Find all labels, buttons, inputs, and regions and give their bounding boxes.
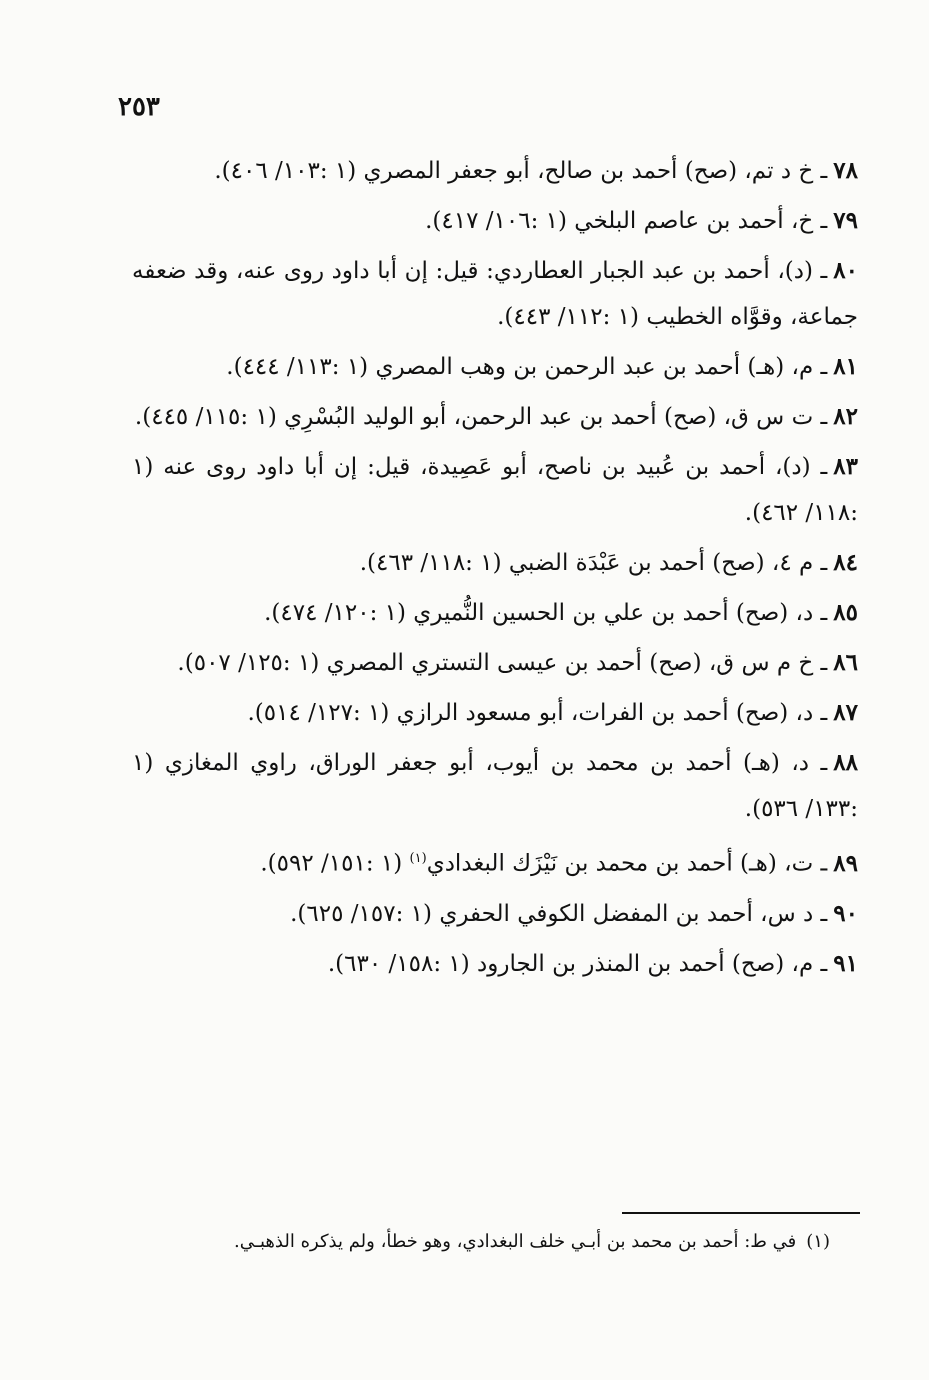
entry-text: ـ د س، أحمد بن المفضل الكوفي الحفري (١ :١٥٧/ ٦٢٥). [290, 900, 828, 927]
list-item [132, 690, 858, 736]
entry-number: ٨١ [833, 353, 858, 380]
list-item [132, 540, 858, 586]
entry-number: ٨٨ [833, 749, 858, 776]
entry-number: ٧٨ [833, 157, 858, 184]
entry-number: ٧٩ [833, 207, 858, 234]
entry-number: ٨٧ [833, 699, 858, 726]
entry-text: ـ خ، أحمد بن عاصم البلخي (١ :١٠٦/ ٤١٧). [425, 208, 828, 234]
entry-text-continued: (١ :١٥١/ ٥٩٢). [260, 850, 410, 877]
list-item [132, 590, 858, 636]
entry-text: ـ (د)، أحمد بن عُبيد بن ناصح، أبو عَصِيدة، قيل: إن أبا داود روى عنه (١ :١١٨/ ٤٦٢). [132, 454, 858, 526]
list-item [132, 836, 858, 887]
list-item [132, 198, 858, 244]
entry-text: ـ خ م س ق، (صح) أحمد بن عيسى التستري المصري (١ :١٢٥/ ٥٠٧). [177, 650, 828, 676]
entry-number: ٨٢ [833, 403, 858, 430]
entry-text: ـ خ د تم، (صح) أحمد بن صالح، أبو جعفر المصري (١ :١٠٣/ ٤٠٦). [214, 158, 828, 184]
entry-text: ـ م، (هـ) أحمد بن عبد الرحمن بن وهب المصري (١ :١١٣/ ٤٤٤). [226, 354, 828, 380]
entry-text: ـ د، (صح) أحمد بن علي بن الحسين النُّميري (١ :١٢٠/ ٤٧٤). [264, 600, 828, 626]
entry-text: ـ ت، (هـ) أحمد بن محمد بن نَيْزَك البغدادي [426, 850, 828, 877]
entry-number: ٩٠ [833, 899, 858, 927]
list-item [132, 394, 858, 440]
entry-number: ٨٠ [833, 257, 858, 284]
entry-list [132, 148, 858, 991]
footnote-marker: (١) [806, 1231, 830, 1252]
entry-text: ـ م ٤، (صح) أحمد بن عَبْدَة الضبي (١ :١١٨/ ٤٦٣). [359, 550, 828, 576]
entry-text: ـ د، (هـ) أحمد بن محمد بن أيوب، أبو جعفر الوراق، راوي المغازي (١ :١٣٣/ ٥٣٦). [132, 750, 858, 822]
list-item [132, 248, 858, 340]
list-item [132, 344, 858, 390]
footnote-reference[interactable]: (١) [409, 851, 427, 866]
footnote-divider [622, 1212, 860, 1214]
list-item [132, 640, 858, 686]
entry-text: ـ د، (صح) أحمد بن الفرات، أبو مسعود الرازي (١ :١٢٧/ ٥١٤). [247, 700, 828, 726]
entry-number: ٨٩ [833, 849, 858, 877]
entry-text: ـ ت س ق، (صح) أحمد بن عبد الرحمن، أبو الوليد البُسْرِي (١ :١١٥/ ٤٤٥). [134, 404, 828, 430]
page-number: ٢٥٣ [118, 92, 160, 122]
entry-text: ـ م، (صح) أحمد بن المنذر بن الجارود (١ :١٥٨/ ٦٣٠). [327, 950, 828, 977]
footnote [140, 1226, 830, 1258]
entry-number: ٨٦ [833, 649, 858, 676]
footnote-text: في ط: أحمد بن محمد بن أبـي خلف البغدادي، وهو خطأ، ولم يذكره الذهبـي. [234, 1231, 797, 1252]
list-item [132, 148, 858, 194]
list-item [132, 941, 858, 987]
entry-number: ٨٣ [833, 453, 858, 480]
entry-number: ٨٤ [833, 549, 858, 576]
entry-text: ـ (د)، أحمد بن عبد الجبار العطاردي: قيل: إن أبا داود روى عنه، وقد ضعفه جماعة، وقوَّاه الخطيب (١ :١١٢/ ٤٤٣). [132, 258, 858, 330]
entry-number: ٩١ [833, 949, 858, 977]
list-item [132, 444, 858, 536]
entry-number: ٨٥ [833, 599, 858, 626]
list-item [132, 891, 858, 937]
list-item [132, 740, 858, 832]
